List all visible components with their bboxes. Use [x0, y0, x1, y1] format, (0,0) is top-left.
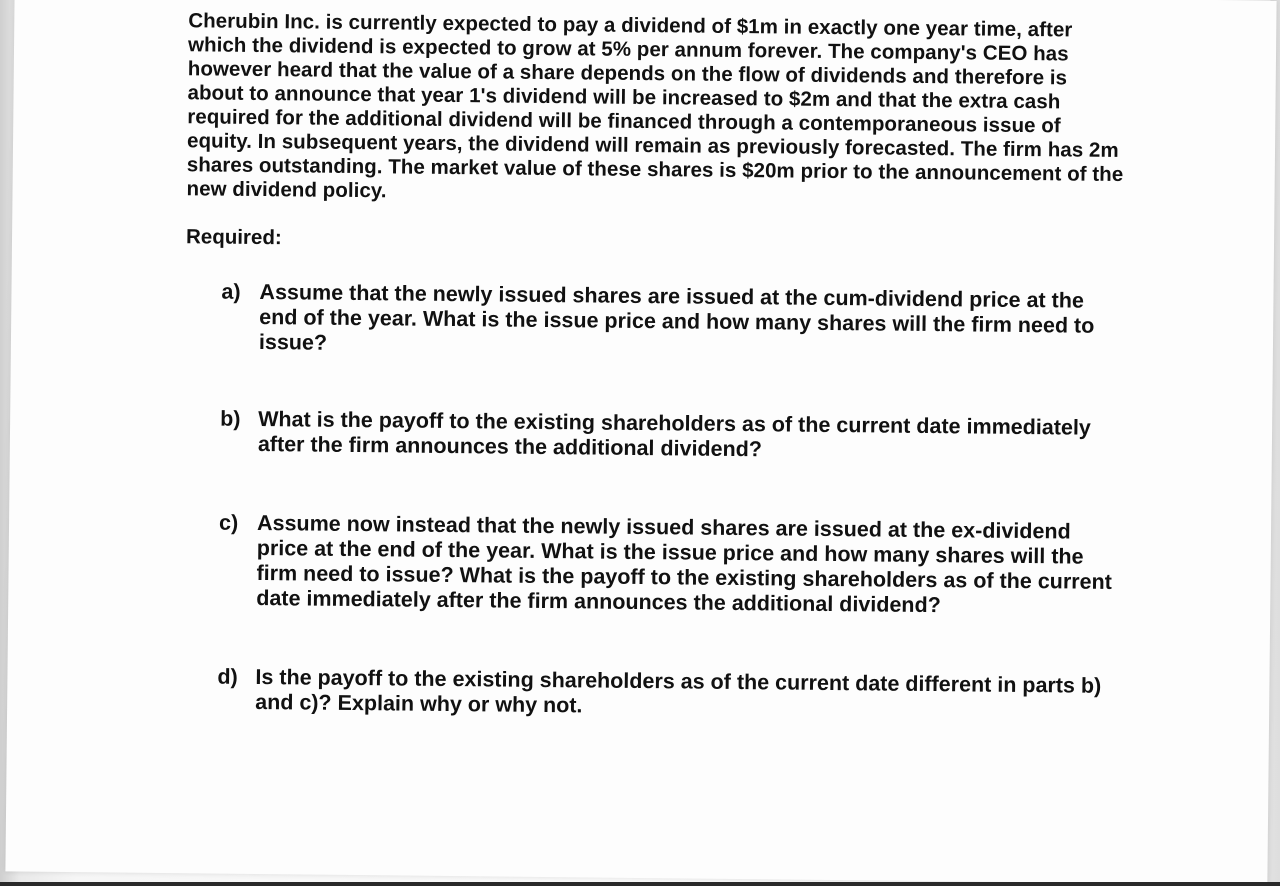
- question-letter: a): [221, 279, 241, 304]
- bottom-shadow-edge: [0, 882, 1280, 886]
- intro-paragraph: Cherubin Inc. is currently expected to pay a dividend of $1m in exactly one year time, after which the dividend is expected to grow at 5% per annum forever. The company's CEO has however heard that the value of a share depends on the flow of dividends and therefore is about to announce that year 1's dividend will be increased to $2m and that the extra cash required for the additional dividend will be financed through a contemporaneous issue of equity. In subsequent years, the dividend will remain as previously forecasted. The firm has 2m shares outstanding. The market value of these shares is $20m prior to the announcement of the new dividend policy.: [186, 9, 1124, 203]
- question-a: [221, 280, 1126, 364]
- required-heading: Required:: [185, 225, 282, 250]
- document-body: [181, 9, 1128, 724]
- question-d: [217, 665, 1121, 724]
- question-text: Is the payoff to the existing shareholders as of the current date different in parts b) and c)? Explain why or why not.: [255, 664, 1102, 718]
- question-list: [217, 280, 1126, 724]
- paper-page: [5, 0, 1276, 885]
- question-text: Assume now instead that the newly issued shares are issued at the ex-dividend price at the end of the year. What is the issue price and how many shares will the firm need to issue? What is the payoff to the existing shareholders as of the current date immediately after the firm announces the additional dividend?: [256, 510, 1112, 618]
- question-letter: b): [220, 406, 241, 431]
- question-b: [220, 407, 1124, 466]
- question-text: What is the payoff to the existing shareholders as of the current date immediately after the firm announces the additional dividend?: [257, 406, 1091, 462]
- question-c: [218, 511, 1123, 620]
- question-letter: d): [217, 664, 238, 689]
- question-letter: c): [218, 510, 239, 535]
- question-text: Assume that the newly issued shares are issued at the cum-dividend price at the end of the year. What is the issue price and how many shares will the firm need to issue?: [258, 279, 1095, 355]
